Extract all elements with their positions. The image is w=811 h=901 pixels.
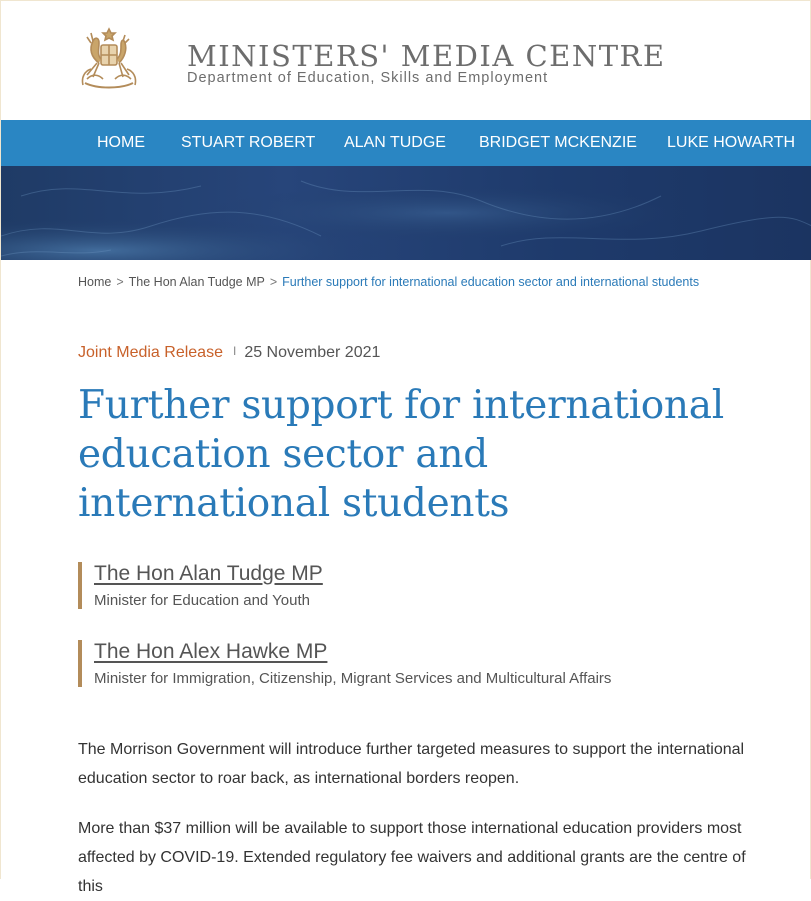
breadcrumb-parent[interactable]: The Hon Alan Tudge MP	[128, 275, 265, 289]
article-meta	[78, 344, 380, 362]
nav-item-luke-howarth[interactable]: LUKE HOWARTH	[667, 134, 796, 151]
minister-card	[78, 640, 611, 687]
breadcrumb-separator: >	[116, 275, 124, 289]
release-type[interactable]: Joint Media Release	[78, 344, 223, 361]
minister-name-link[interactable]: The Hon Alan Tudge MP	[94, 562, 323, 585]
page-title: Further support for international education sector and international students	[78, 383, 724, 526]
breadcrumb-separator: >	[269, 275, 278, 289]
breadcrumb-current[interactable]: Further support for international education sector and international students	[282, 275, 700, 289]
nav-item-alan-tudge[interactable]: ALAN TUDGE	[344, 134, 446, 151]
nav-item-stuart-robert[interactable]: STUART ROBERT	[181, 134, 316, 151]
article-paragraph: The Morrison Government will introduce further targeted measures to support the international education sector to roar back, as international borders reopen.	[78, 741, 745, 787]
breadcrumb	[78, 275, 699, 289]
breadcrumb-home[interactable]: Home	[78, 275, 112, 289]
minister-name-link[interactable]: The Hon Alex Hawke MP	[94, 640, 328, 663]
hero-banner	[1, 166, 811, 260]
site-header	[1, 1, 810, 120]
minister-role: Minister for Immigration, Citizenship, Migrant Services and Multicultural Affairs	[94, 670, 612, 687]
minister-role: Minister for Education and Youth	[94, 592, 310, 609]
main-nav	[1, 120, 811, 166]
nav-item-bridget-mckenzie[interactable]: BRIDGET MCKENZIE	[479, 134, 637, 151]
nav-item-home[interactable]: HOME	[97, 134, 145, 151]
release-date: 25 November 2021	[244, 344, 381, 361]
site-title[interactable]: MINISTERS' MEDIA CENTRE	[187, 39, 666, 73]
meta-separator: I	[232, 344, 237, 358]
site-subtitle: Department of Education, Skills and Employment	[187, 70, 549, 86]
coat-of-arms-icon[interactable]	[77, 23, 141, 95]
minister-card	[78, 562, 323, 609]
article-paragraph: More than $37 million will be available to support those international education providers most affected by COVID-19. Extended regulatory fee waivers and additional grants are the centre of this	[78, 820, 746, 895]
